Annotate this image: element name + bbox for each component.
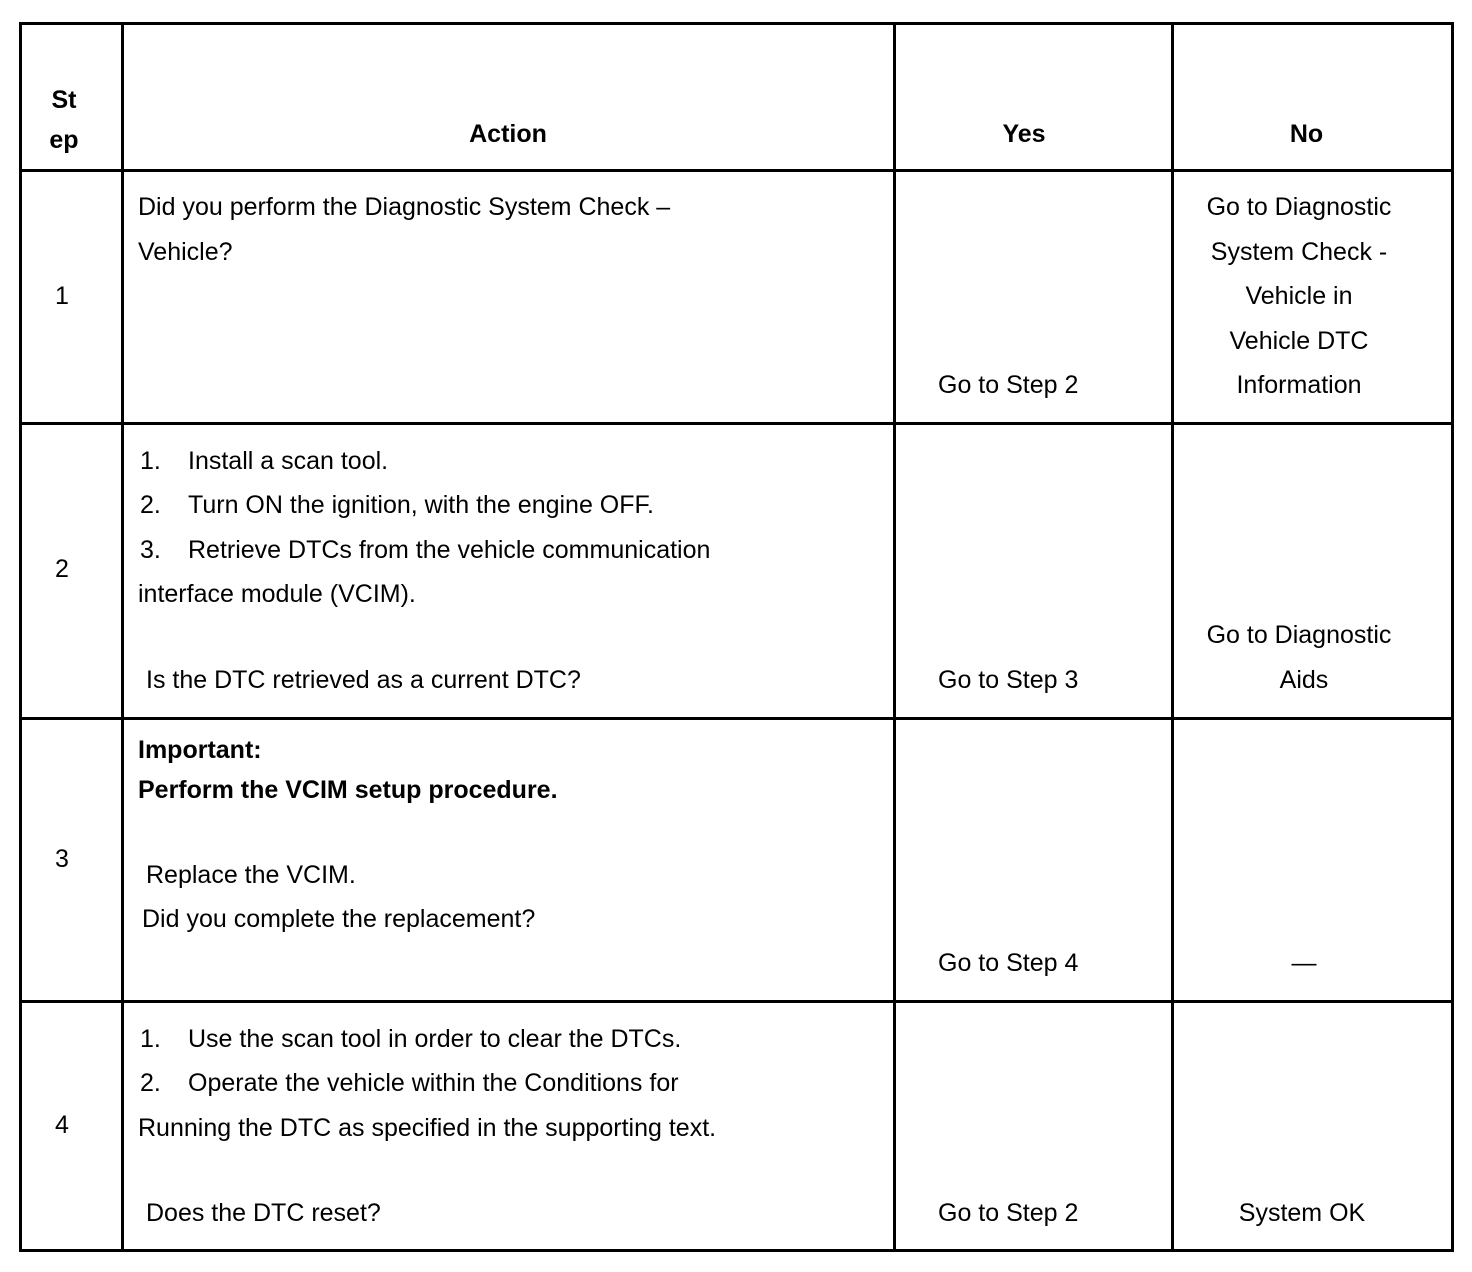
step-number: 1: [55, 282, 69, 310]
step-number: 4: [55, 1111, 69, 1139]
header-no: No: [1289, 120, 1324, 148]
header-action: Action: [469, 120, 547, 148]
action-question: Did you complete the replacement?: [142, 905, 536, 933]
action-list-item: [140, 1061, 679, 1106]
step-number: 3: [55, 845, 69, 873]
action-question: Does the DTC reset?: [146, 1199, 381, 1227]
action-list-item: [140, 439, 388, 484]
yes-result: Go to Step 3: [938, 666, 1079, 694]
action-list-item: [140, 483, 654, 528]
action-text: Running the DTC as specified in the supporting text.: [138, 1114, 717, 1142]
list-text: Use the scan tool in order to clear the DTCs.: [188, 1025, 682, 1053]
header-step: St ep: [49, 86, 79, 154]
row-divider: [22, 717, 1451, 720]
no-result-line: Vehicle DTC: [1229, 327, 1369, 355]
action-text: Replace the VCIM.: [146, 861, 356, 889]
no-result: —: [1291, 949, 1317, 977]
no-result-line: Information: [1236, 371, 1362, 399]
action-text: interface module (VCIM).: [138, 580, 416, 608]
action-list-item: [140, 1017, 681, 1062]
row-divider: [22, 169, 1451, 172]
action-list-item: [140, 528, 710, 573]
action-text: Did you perform the Diagnostic System Check –: [138, 193, 671, 221]
action-text: Vehicle?: [138, 238, 233, 266]
important-label: Important:: [138, 736, 262, 764]
yes-result: Go to Step 2: [938, 1199, 1079, 1227]
yes-result: Go to Step 4: [938, 949, 1079, 977]
list-number: 1.: [140, 1025, 161, 1053]
step-number: 2: [55, 555, 69, 583]
list-text: Turn ON the ignition, with the engine OFF.: [188, 491, 654, 519]
list-number: 2.: [140, 1069, 161, 1097]
no-result-line: Vehicle in: [1245, 282, 1353, 310]
row-divider: [22, 1000, 1451, 1003]
column-divider: [121, 25, 124, 1249]
column-divider: [893, 25, 896, 1249]
list-text: Retrieve DTCs from the vehicle communication: [188, 536, 711, 564]
row-divider: [22, 422, 1451, 425]
no-result-line: System Check -: [1210, 238, 1388, 266]
list-text: Operate the vehicle within the Conditions for: [188, 1069, 679, 1097]
action-question: Is the DTC retrieved as a current DTC?: [146, 666, 581, 694]
list-number: 2.: [140, 491, 161, 519]
list-number: 1.: [140, 447, 161, 475]
no-result-line: Go to Diagnostic: [1206, 193, 1392, 221]
no-result: System OK: [1238, 1199, 1366, 1227]
yes-result: Go to Step 2: [938, 371, 1079, 399]
header-yes: Yes: [1002, 120, 1046, 148]
list-number: 3.: [140, 536, 161, 564]
list-text: Install a scan tool.: [188, 447, 389, 475]
no-result-line: Go to Diagnostic: [1206, 621, 1392, 649]
no-result-line: Aids: [1279, 666, 1329, 694]
important-text: Perform the VCIM setup procedure.: [138, 776, 558, 804]
